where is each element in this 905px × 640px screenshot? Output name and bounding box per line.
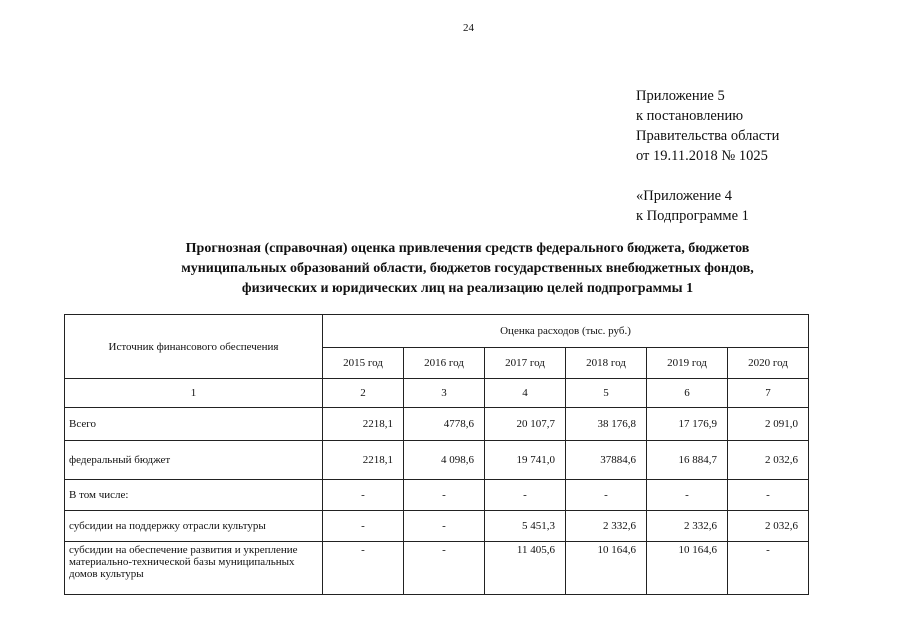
- appendix-line: «Приложение 4: [636, 188, 732, 204]
- table-header-row: [65, 315, 809, 348]
- year-header: 2019 год: [647, 348, 728, 379]
- appendix-line: Правительства области: [636, 128, 780, 144]
- table-cell: -: [728, 480, 809, 511]
- column-number: 5: [566, 379, 647, 408]
- table-cell: 10 164,6: [647, 542, 728, 595]
- table-cell: 20 107,7: [485, 408, 566, 441]
- row-label: В том числе:: [65, 480, 323, 511]
- appendix-line: к постановлению: [636, 108, 744, 124]
- table-cell: 2 332,6: [647, 511, 728, 542]
- appendix-header: [636, 86, 779, 226]
- table-cell: -: [647, 480, 728, 511]
- page-number: 24: [463, 22, 474, 34]
- column-number: 2: [323, 379, 404, 408]
- title-line: Прогнозная (справочная) оценка привлечения средств федерального бюджета, бюджетов: [185, 241, 750, 256]
- table-cell: 11 405,6: [485, 542, 566, 595]
- row-label: субсидии на обеспечение развития и укрепление материально-технической базы муниципальных домов культуры: [65, 542, 323, 595]
- table-row: [65, 542, 809, 595]
- spacer: [636, 166, 779, 186]
- table-cell: -: [566, 480, 647, 511]
- appendix-line: к Подпрограмме 1: [636, 208, 749, 224]
- table-row: [65, 441, 809, 480]
- source-header: Источник финансового обеспечения: [65, 315, 323, 379]
- table-cell: 38 176,8: [566, 408, 647, 441]
- table-cell: -: [404, 511, 485, 542]
- year-header: 2020 год: [728, 348, 809, 379]
- title-line: муниципальных образований области, бюджетов государственных внебюджетных фондов,: [181, 261, 754, 276]
- table-cell: 5 451,3: [485, 511, 566, 542]
- table-cell: 37884,6: [566, 441, 647, 480]
- row-label: субсидии на поддержку отрасли культуры: [65, 511, 323, 542]
- year-header: 2015 год: [323, 348, 404, 379]
- table-cell: 4 098,6: [404, 441, 485, 480]
- table-cell: -: [323, 511, 404, 542]
- table-cell: 2 332,6: [566, 511, 647, 542]
- year-header: 2018 год: [566, 348, 647, 379]
- table-cell: 2218,1: [323, 441, 404, 480]
- table-cell: -: [404, 542, 485, 595]
- table-cell: 2 032,6: [728, 511, 809, 542]
- table-cell: 19 741,0: [485, 441, 566, 480]
- budget-table: [64, 314, 809, 595]
- column-number: 4: [485, 379, 566, 408]
- title-line: физических и юридических лиц на реализацию целей подпрограммы 1: [241, 281, 694, 296]
- table-cell: -: [485, 480, 566, 511]
- table-row: [65, 511, 809, 542]
- appendix-line: от 19.11.2018 № 1025: [636, 148, 768, 164]
- column-number: 7: [728, 379, 809, 408]
- column-numbers-row: [65, 379, 809, 408]
- row-label: Всего: [65, 408, 323, 441]
- table-cell: -: [323, 542, 404, 595]
- table-cell: 16 884,7: [647, 441, 728, 480]
- appendix-line: Приложение 5: [636, 88, 725, 104]
- estimate-header: Оценка расходов (тыс. руб.): [323, 315, 809, 348]
- table-row: [65, 408, 809, 441]
- year-header: 2017 год: [485, 348, 566, 379]
- document-title: [150, 239, 785, 299]
- table-cell: -: [404, 480, 485, 511]
- column-number: 3: [404, 379, 485, 408]
- column-number: 6: [647, 379, 728, 408]
- table-row: [65, 480, 809, 511]
- table-cell: -: [728, 542, 809, 595]
- table-cell: 17 176,9: [647, 408, 728, 441]
- year-header: 2016 год: [404, 348, 485, 379]
- table-cell: 2 032,6: [728, 441, 809, 480]
- column-number: 1: [65, 379, 323, 408]
- table-cell: 10 164,6: [566, 542, 647, 595]
- row-label: федеральный бюджет: [65, 441, 323, 480]
- table-cell: -: [323, 480, 404, 511]
- table-cell: 4778,6: [404, 408, 485, 441]
- table-cell: 2 091,0: [728, 408, 809, 441]
- table-cell: 2218,1: [323, 408, 404, 441]
